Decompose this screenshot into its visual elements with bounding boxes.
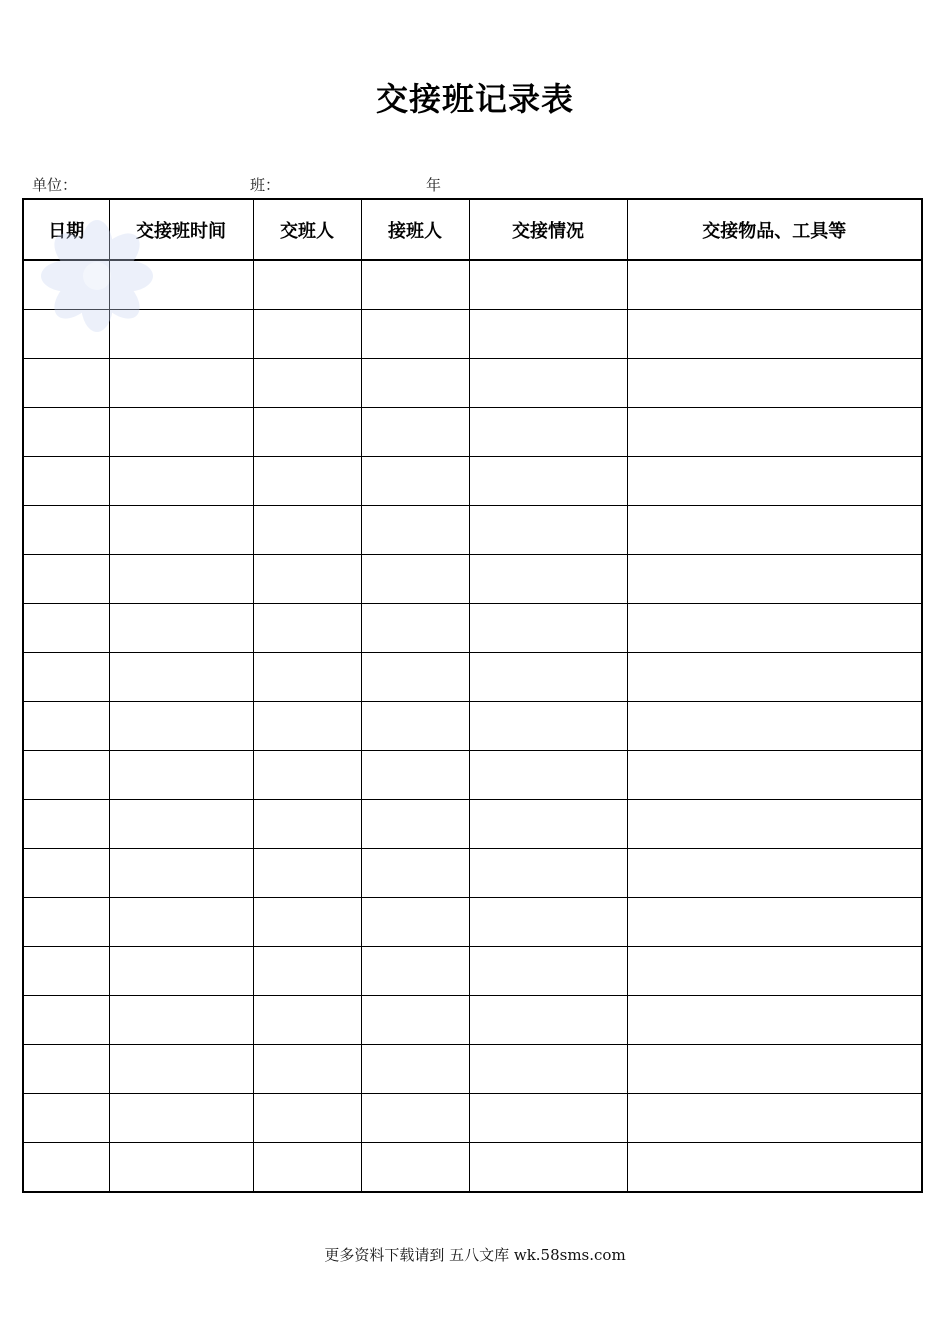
table-cell[interactable] [469,996,627,1045]
table-cell[interactable] [361,260,469,310]
table-cell[interactable] [253,506,361,555]
table-cell[interactable] [253,260,361,310]
table-header-row [23,199,922,260]
table-cell[interactable] [627,849,922,898]
header-date: 日期 [23,199,109,260]
table-cell[interactable] [253,751,361,800]
table-cell[interactable] [253,604,361,653]
table-row [23,947,922,996]
table-cell[interactable] [109,1143,253,1193]
table-cell[interactable] [627,800,922,849]
table-cell[interactable] [109,702,253,751]
table-cell[interactable] [23,751,109,800]
table-cell[interactable] [361,996,469,1045]
table-cell[interactable] [109,898,253,947]
table-cell[interactable] [469,310,627,359]
table-cell[interactable] [627,898,922,947]
table-cell[interactable] [23,1143,109,1193]
table-cell[interactable] [253,1143,361,1193]
header-outgoing-person: 交班人 [253,199,361,260]
table-cell[interactable] [469,653,627,702]
table-cell[interactable] [23,653,109,702]
table-cell[interactable] [361,555,469,604]
table-cell[interactable] [627,506,922,555]
table-cell[interactable] [23,408,109,457]
document-title: 交接班记录表 [375,80,574,118]
unit-label: 单位： [32,176,78,194]
table-cell[interactable] [627,702,922,751]
table-cell[interactable] [469,751,627,800]
table-cell[interactable] [109,751,253,800]
table-cell[interactable] [109,996,253,1045]
table-cell[interactable] [109,555,253,604]
table-row [23,751,922,800]
table-cell[interactable] [627,1143,922,1193]
table-cell[interactable] [627,555,922,604]
table-cell[interactable] [253,849,361,898]
table-cell[interactable] [469,849,627,898]
table-cell[interactable] [23,849,109,898]
table-cell[interactable] [469,506,627,555]
table-row [23,604,922,653]
table-body [23,260,922,1192]
table-row [23,260,922,310]
table-cell[interactable] [361,1094,469,1143]
header-handover-time: 交接班时间 [109,199,253,260]
table-cell[interactable] [109,359,253,408]
table-cell[interactable] [23,1045,109,1094]
table-cell[interactable] [253,702,361,751]
table-row [23,702,922,751]
table-cell[interactable] [109,1045,253,1094]
table-row [23,849,922,898]
table-cell[interactable] [627,1045,922,1094]
table-cell[interactable] [361,898,469,947]
table-cell[interactable] [23,800,109,849]
table-cell[interactable] [361,1143,469,1193]
table-cell[interactable] [361,457,469,506]
table-cell[interactable] [627,947,922,996]
header-incoming-person: 接班人 [361,199,469,260]
table-row [23,653,922,702]
table-cell[interactable] [253,408,361,457]
table-cell[interactable] [627,1094,922,1143]
year-label: 年 [426,176,442,194]
table-cell[interactable] [361,751,469,800]
table-cell[interactable] [361,359,469,408]
table-cell[interactable] [627,359,922,408]
table-cell[interactable] [253,310,361,359]
table-cell[interactable] [627,653,922,702]
table-cell[interactable] [23,506,109,555]
table-cell[interactable] [23,604,109,653]
table-cell[interactable] [253,653,361,702]
table-cell[interactable] [23,898,109,947]
table-row [23,506,922,555]
table-row [23,310,922,359]
table-cell[interactable] [253,800,361,849]
table-row [23,996,922,1045]
table-row [23,898,922,947]
table-cell[interactable] [109,604,253,653]
table-cell[interactable] [627,751,922,800]
table-cell[interactable] [253,555,361,604]
table-cell[interactable] [627,310,922,359]
table-cell[interactable] [361,1045,469,1094]
table-cell[interactable] [469,1143,627,1193]
table-row [23,359,922,408]
table-cell[interactable] [469,408,627,457]
table-cell[interactable] [361,849,469,898]
table-row [23,800,922,849]
table-cell[interactable] [469,898,627,947]
table-cell[interactable] [253,457,361,506]
table-cell[interactable] [627,260,922,310]
table-cell[interactable] [469,702,627,751]
table-cell[interactable] [469,947,627,996]
table-row [23,1143,922,1193]
table-cell[interactable] [109,457,253,506]
table-cell[interactable] [469,800,627,849]
table-cell[interactable] [253,947,361,996]
table-cell[interactable] [627,457,922,506]
table-row [23,408,922,457]
table-cell[interactable] [23,555,109,604]
table-cell[interactable] [361,702,469,751]
table-cell[interactable] [361,653,469,702]
table-cell[interactable] [469,555,627,604]
table-cell[interactable] [253,1094,361,1143]
table-cell[interactable] [469,1045,627,1094]
table-cell[interactable] [109,849,253,898]
table-cell[interactable] [469,457,627,506]
table-cell[interactable] [253,359,361,408]
table-cell[interactable] [361,310,469,359]
table-cell[interactable] [253,1045,361,1094]
table-cell[interactable] [109,947,253,996]
table-cell[interactable] [361,506,469,555]
table-cell[interactable] [469,260,627,310]
table-cell[interactable] [253,898,361,947]
table-cell[interactable] [469,604,627,653]
table-cell[interactable] [109,800,253,849]
table-cell[interactable] [627,996,922,1045]
table-cell[interactable] [23,359,109,408]
table-cell[interactable] [23,996,109,1045]
table-row [23,1094,922,1143]
table-row [23,457,922,506]
table-cell[interactable] [23,1094,109,1143]
table-cell[interactable] [109,506,253,555]
table-cell[interactable] [627,408,922,457]
table-cell[interactable] [469,1094,627,1143]
table-cell[interactable] [23,947,109,996]
table-cell[interactable] [109,653,253,702]
header-handover-status: 交接情况 [469,199,627,260]
handover-log-table [22,198,923,1193]
table-cell[interactable] [109,408,253,457]
table-cell[interactable] [361,408,469,457]
table-cell[interactable] [361,800,469,849]
watermark-flower-icon [40,220,154,332]
table-cell[interactable] [361,604,469,653]
table-cell[interactable] [23,702,109,751]
table-cell[interactable] [109,1094,253,1143]
table-cell[interactable] [627,604,922,653]
table-cell[interactable] [253,996,361,1045]
shift-label: 班： [250,176,281,194]
header-handover-items: 交接物品、工具等 [627,199,922,260]
table-row [23,1045,922,1094]
table-cell[interactable] [469,359,627,408]
table-row [23,555,922,604]
table-cell[interactable] [361,947,469,996]
footer-download-note: 更多资料下载请到 五八文库 wk.58sms.com [324,1246,626,1264]
table-cell[interactable] [23,457,109,506]
